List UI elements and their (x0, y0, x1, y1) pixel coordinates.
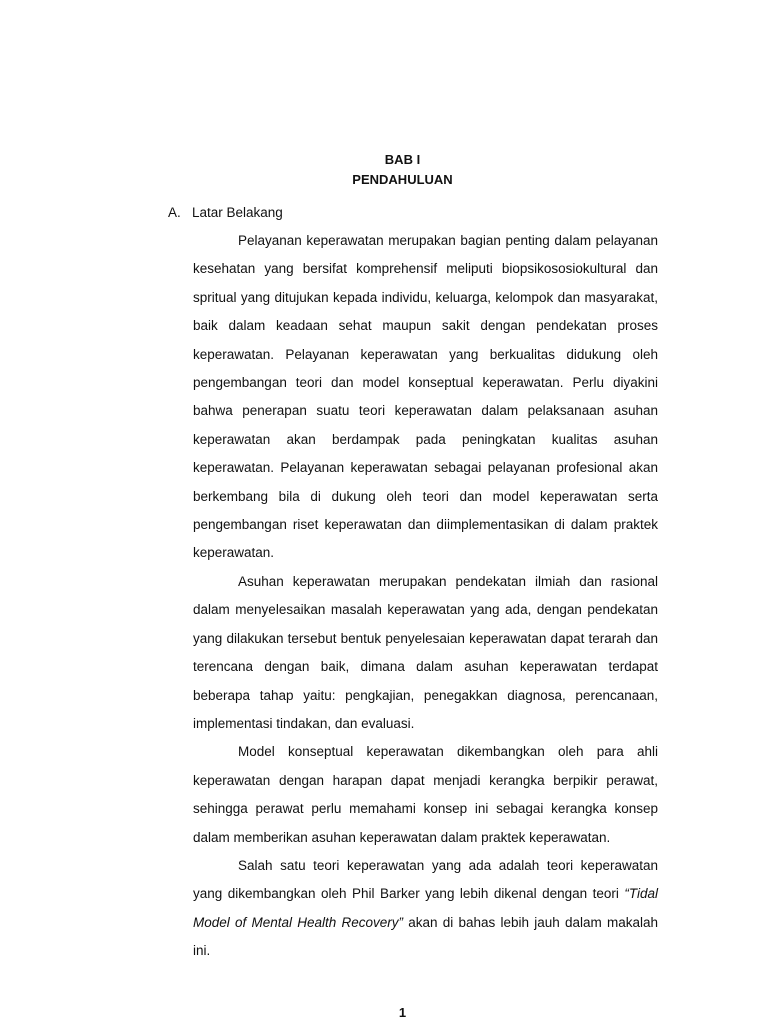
section-letter: A. (168, 205, 181, 220)
paragraph-4-italic-title: “Tidal Model of Mental Health Recovery” (193, 886, 658, 930)
chapter-title: PENDAHULUAN (352, 172, 453, 187)
paragraph-2: Asuhan keperawatan merupakan pendekatan ilmiah dan rasional dalam menyelesaikan masalah keperawatan yang ada, dengan pendekatan yang dilakukan tersebut bentuk penyelesaian keperawatan dapat terarah dan terencana dengan baik, dimana dalam asuhan keperawatan terdapat beberapa tahap yaitu: pengkajian, penegakkan diagnosa, perencanaan, implementasi tindakan, dan evaluasi. (193, 573, 658, 731)
chapter-number: BAB I (384, 152, 421, 167)
body-text (193, 227, 658, 966)
section-heading (168, 203, 283, 223)
chapter-heading (0, 150, 768, 190)
paragraph-3: Model konseptual keperawatan dikembangkan oleh para ahli keperawatan dengan harapan dapat menjadi kerangka berpikir perawat, sehingga perawat perlu memahami konsep ini sebagai kerangka konsep dalam memberikan asuhan keperawatan dalam praktek keperawatan. (193, 744, 658, 845)
page-number: 1 (398, 1005, 407, 1020)
paragraph-4-text-after: akan di bahas lebih jauh dalam makalah ini. (193, 914, 658, 959)
paragraph-4 (193, 852, 658, 966)
paragraph-1: Pelayanan keperawatan merupakan bagian penting dalam pelayanan kesehatan yang bersifat komprehensif meliputi biopsikososiokultural dan spritual yang ditujukan kepada individu, keluarga, kelompok dan masyarakat, baik dalam keadaan sehat maupun sakit dengan pendekatan proses keperawatan. Pelayanan keperawatan yang berkualitas didukung oleh pengembangan teori dan model konseptual keperawatan. Perlu diyakini bahwa penerapan suatu teori keperawatan dalam pelaksanaan asuhan keperawatan akan berdampak pada peningkatan kualitas asuhan keperawatan. Pelayanan keperawatan sebagai pelayanan profesional akan berkembang bila di dukung oleh teori dan model keperawatan serta pengembangan riset keperawatan dan diimplementasikan di dalam praktek keperawatan. (193, 233, 658, 561)
section-title: Latar Belakang (192, 205, 283, 220)
paragraph-4-text-before: Salah satu teori keperawatan yang ada adalah teori keperawatan yang dikembangkan oleh Phil Barker yang lebih dikenal dengan teori (193, 857, 658, 902)
